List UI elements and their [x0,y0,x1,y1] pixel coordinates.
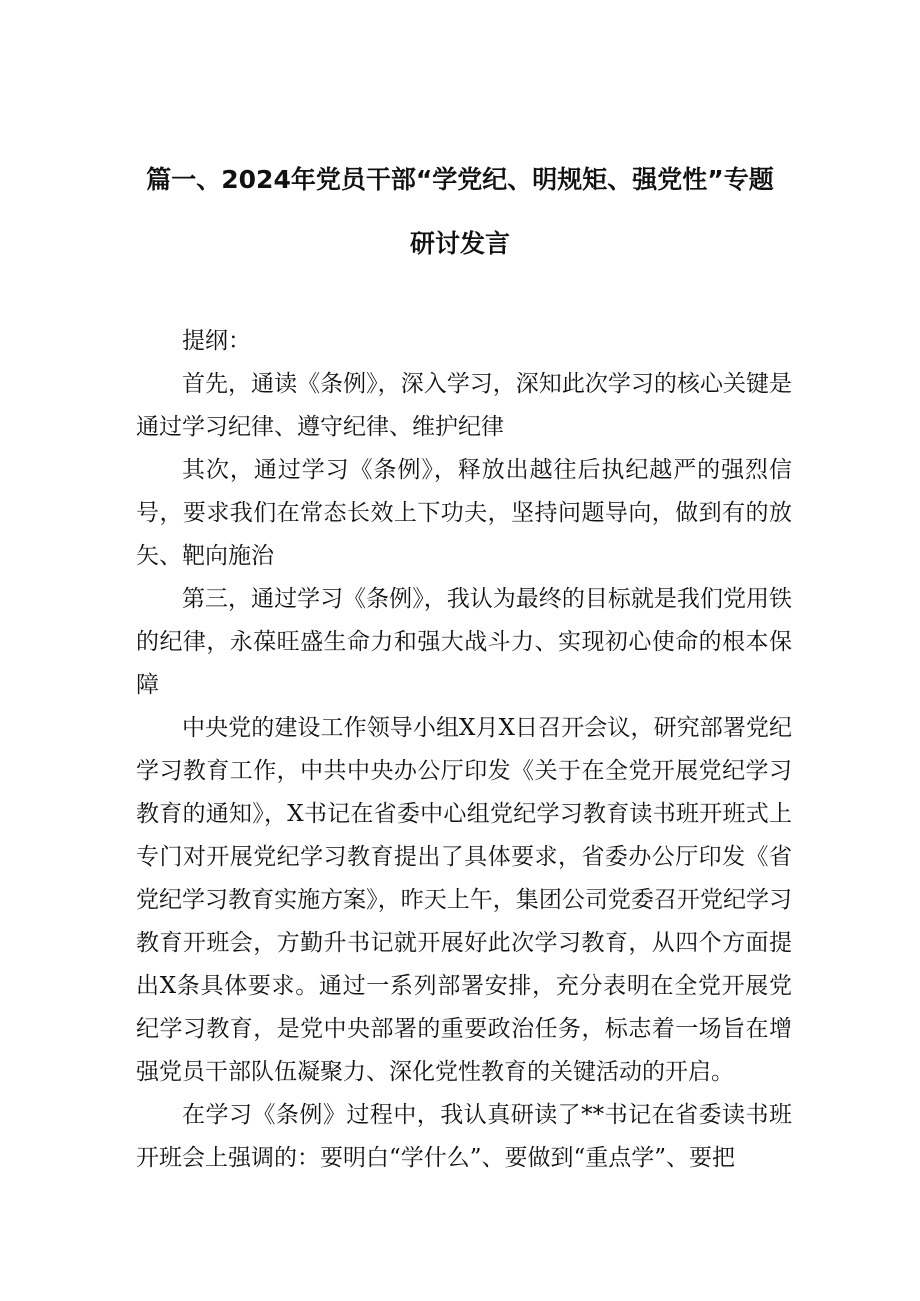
document-title-line-2: 研讨发言 [409,229,510,258]
paragraph-third-point: 第三，通过学习《条例》，我认为最终的目标就是我们党用铁的纪律，永葆旺盛生命力和强大战斗力、实现初心使命的根本保障 [136,586,792,698]
paragraph-background: 中央党的建设工作领导小组X月X日召开会议，研究部署党纪学习教育工作，中共中央办公厅印发《关于在全党开展党纪学习教育的通知》，X书记在省委中心组党纪学习教育读书班开班式上专门对开展党纪学习教育提出了具体要求，省委办公厅印发《省党纪学习教育实施方案》，昨天上午，集团公司党委召开党纪学习教育开班会，方勤升书记就开展好此次学习教育，从四个方面提出X条具体要求。通过一系列部署安排，充分表明在全党开展党纪学习教育，是党中央部署的重要政治任务，标志着一场旨在增强党员干部队伍凝聚力、深化党性教育的关键活动的开启。 [136,715,792,1085]
paragraph-study-notes: 在学习《条例》过程中，我认真研读了**书记在省委读书班开班会上强调的：要明白“学什么”、要做到“重点学”、要把 [136,1102,792,1171]
document-title-line-1: 篇一、2024年党员干部“学党纪、明规矩、强党性”专题 [146,165,774,194]
paragraph-outline-label: 提纲： [182,328,251,354]
paragraph-first-point: 首先，通读《条例》，深入学习，深知此次学习的核心关键是通过学习纪律、遵守纪律、维护纪律 [136,371,792,440]
document-body [136,320,792,1180]
paragraph-second-point: 其次，通过学习《条例》，释放出越往后执纪越严的强烈信号，要求我们在常态长效上下功夫，坚持问题导向，做到有的放矢、靶向施治 [136,457,792,569]
